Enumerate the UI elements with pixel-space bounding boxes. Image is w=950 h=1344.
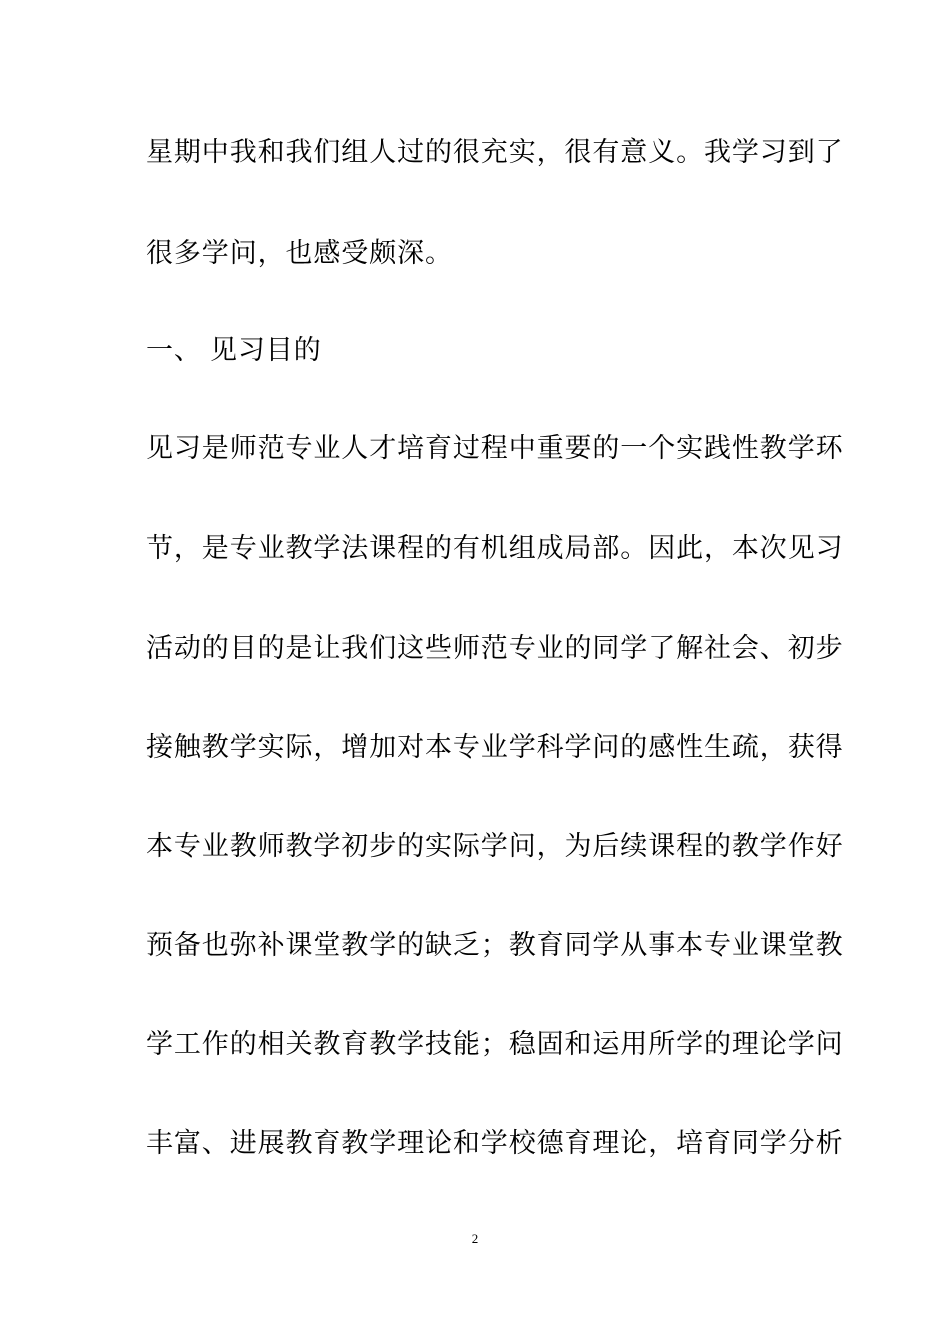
text-line: 见习是师范专业人才培育过程中重要的一个实践性教学环: [146, 433, 844, 464]
text-line: 学工作的相关教育教学技能；稳固和运用所学的理论学问: [146, 1029, 844, 1060]
text-line: 活动的目的是让我们这些师范专业的同学了解社会、初步: [146, 633, 844, 664]
text-line: 预备也弥补课堂教学的缺乏；教育同学从事本专业课堂教: [146, 930, 844, 961]
section-number: 一、: [146, 335, 202, 366]
text-line: 节，是专业教学法课程的有机组成局部。因此，本次见习: [146, 533, 844, 564]
page-number: 2: [471, 1231, 479, 1246]
text-line: 接触教学实际，增加对本专业学科学问的感性生疏，获得: [146, 732, 844, 763]
text-line: 丰富、进展教育教学理论和学校德育理论，培育同学分析: [146, 1128, 844, 1159]
text-line: 星期中我和我们组人过的很充实，很有意义。我学习到了: [146, 137, 844, 168]
section-heading: [146, 334, 826, 368]
text-line: 本专业教师教学初步的实际学问，为后续课程的教学作好: [146, 831, 844, 862]
text-line: 很多学问，也感受颇深。: [146, 238, 453, 269]
section-title: 见习目的: [210, 335, 322, 366]
